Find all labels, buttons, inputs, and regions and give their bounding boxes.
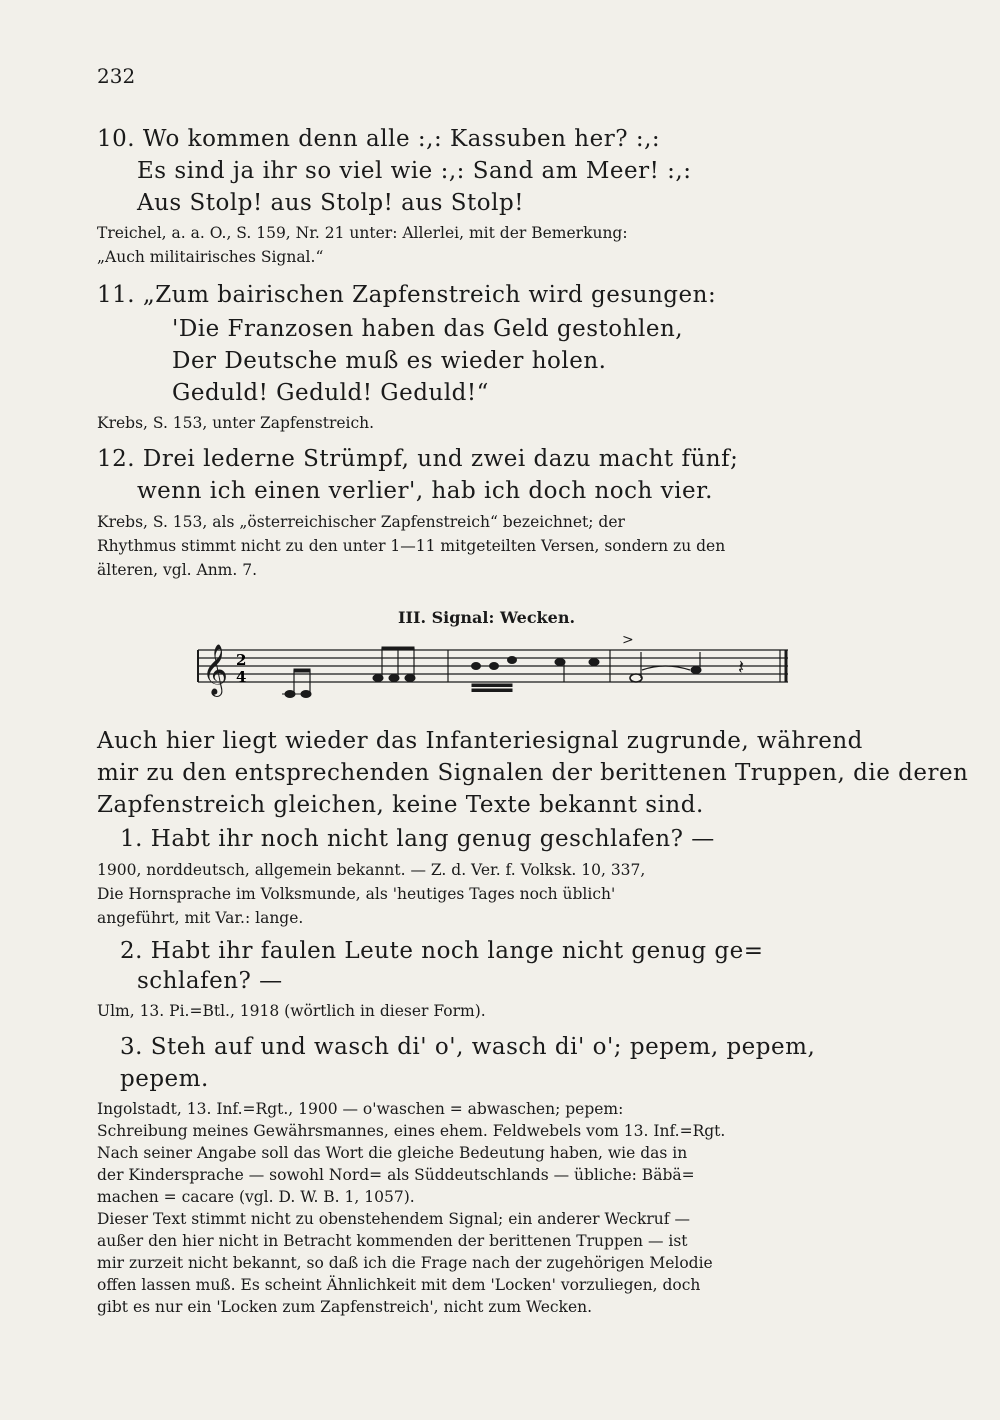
verse-line: Geduld! Geduld! Geduld!“	[172, 380, 489, 406]
verse-line: Zapfenstreich gleichen, keine Texte bekannt sind.	[97, 792, 704, 818]
time-signature-top: 2	[236, 651, 247, 669]
verse-line: 1. Habt ihr noch nicht lang genug geschlafen? —	[120, 826, 715, 852]
note-line: der Kindersprache — sowohl Nord= als Süddeutschlands — übliche: Bäbä=	[97, 1166, 695, 1184]
note-line: Krebs, S. 153, als „österreichischer Zapfenstreich“ bezeichnet; der	[97, 513, 625, 531]
verse-line: 2. Habt ihr faulen Leute noch lange nicht genug ge=	[120, 938, 764, 964]
verse-line: 11. „Zum bairischen Zapfenstreich wird gesungen:	[97, 282, 717, 308]
note-line: angeführt, mit Var.: lange.	[97, 909, 304, 927]
note-line: machen = cacare (vgl. D. W. B. 1, 1057).	[97, 1188, 415, 1206]
treble-clef-icon: 𝄞	[202, 644, 229, 695]
verse-line: pepem.	[120, 1066, 209, 1092]
verse-line: 3. Steh auf und wasch di' o', wasch di' o'; pepem, pepem,	[120, 1034, 816, 1060]
verse-line: Aus Stolp! aus Stolp! aus Stolp!	[137, 190, 524, 216]
time-signature-bottom: 4	[236, 668, 247, 686]
verse-line: 10. Wo kommen denn alle :,: Kassuben her? :,:	[97, 126, 661, 152]
note-line: offen lassen muß. Es scheint Ähnlichkeit mit dem 'Locken' vorzuliegen, doch	[97, 1276, 701, 1294]
verse-line: mir zu den entsprechenden Signalen der berittenen Truppen, die deren	[97, 760, 969, 786]
verse-line: wenn ich einen verlier', hab ich doch noch vier.	[137, 478, 713, 504]
verse-line: Der Deutsche muß es wieder holen.	[172, 348, 607, 374]
note-line: gibt es nur ein 'Locken zum Zapfenstreich', nicht zum Wecken.	[97, 1298, 593, 1316]
note-line: Ulm, 13. Pi.=Btl., 1918 (wörtlich in dieser Form).	[97, 1002, 486, 1020]
note-line: Nach seiner Angabe soll das Wort die gleiche Bedeutung haben, wie das in	[97, 1144, 688, 1162]
note-line: Dieser Text stimmt nicht zu obenstehendem Signal; ein anderer Weckruf —	[97, 1210, 690, 1228]
note-line: Ingolstadt, 13. Inf.=Rgt., 1900 — o'waschen = abwaschen; pepem:	[97, 1100, 624, 1118]
music-score	[190, 632, 800, 712]
section-heading: III. Signal: Wecken.	[398, 608, 576, 627]
note-line: Treichel, a. a. O., S. 159, Nr. 21 unter: Allerlei, mit der Bemerkung:	[97, 224, 628, 242]
verse-line: Es sind ja ihr so viel wie :,: Sand am Meer! :,:	[137, 158, 692, 184]
note-line: Krebs, S. 153, unter Zapfenstreich.	[97, 414, 375, 432]
note-line: Schreibung meines Gewährsmannes, eines ehem. Feldwebels vom 13. Inf.=Rgt.	[97, 1122, 726, 1140]
note-line: Rhythmus stimmt nicht zu den unter 1—11 mitgeteilten Versen, sondern zu den	[97, 537, 726, 555]
note-line: Die Hornsprache im Volksmunde, als 'heutiges Tages noch üblich'	[97, 885, 616, 903]
note-line: außer den hier nicht in Betracht kommenden der berittenen Truppen — ist	[97, 1232, 688, 1250]
page-number: 232	[97, 64, 136, 88]
verse-line: Auch hier liegt wieder das Infanteriesignal zugrunde, während	[97, 728, 863, 754]
accent-mark-icon: >	[622, 632, 634, 648]
verse-line: schlafen? —	[137, 968, 283, 994]
measure-1-notes	[282, 647, 415, 698]
note-line: älteren, vgl. Anm. 7.	[97, 561, 258, 579]
rest-icon: 𝄽	[738, 655, 745, 679]
note-line: mir zurzeit nicht bekannt, so daß ich die Frage nach der zugehörigen Melodie	[97, 1254, 713, 1272]
verse-line: 12. Drei lederne Strümpf, und zwei dazu macht fünf;	[97, 446, 739, 472]
note-line: 1900, norddeutsch, allgemein bekannt. — Z. d. Ver. f. Volksk. 10, 337,	[97, 861, 646, 879]
note-line: „Auch militairisches Signal.“	[97, 248, 324, 266]
verse-line: 'Die Franzosen haben das Geld gestohlen,	[172, 316, 684, 342]
